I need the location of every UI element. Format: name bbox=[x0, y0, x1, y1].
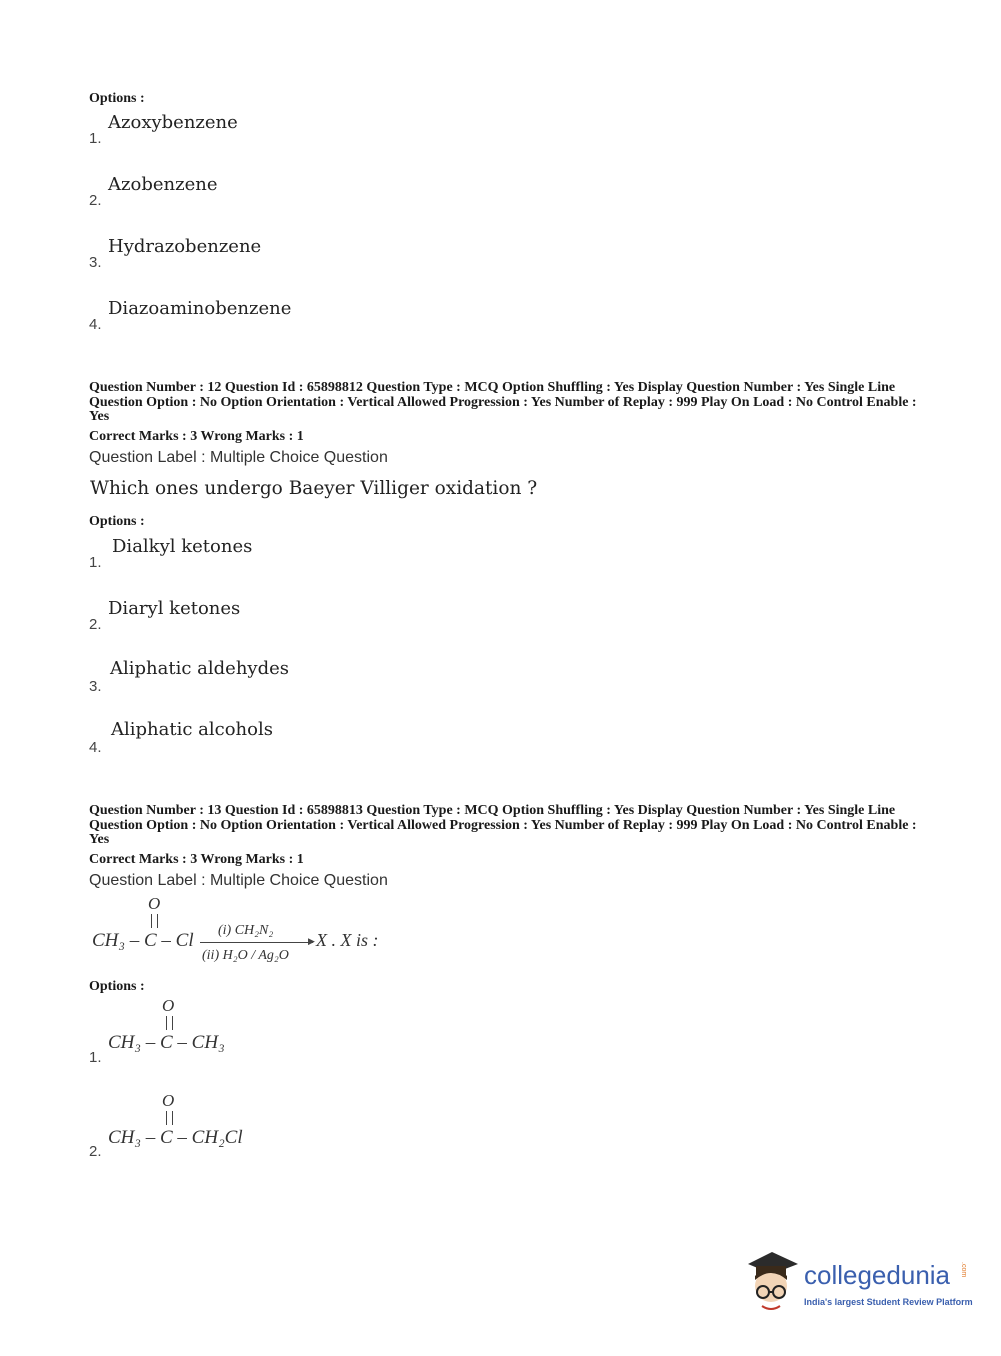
carbonyl-oxygen: O bbox=[162, 996, 175, 1015]
option-number: 4. bbox=[89, 316, 102, 333]
logo-domain-suffix: .com bbox=[960, 1262, 967, 1278]
reagent-step-2: (ii) H₂O / Ag₂O bbox=[202, 948, 289, 963]
question-label: Question Label : Multiple Choice Question bbox=[89, 449, 388, 466]
reaction-scheme bbox=[88, 890, 408, 970]
option-text: Aliphatic aldehydes bbox=[110, 658, 289, 679]
option-text: Diazoaminobenzene bbox=[108, 298, 292, 319]
arrow-head-icon: ▶ bbox=[308, 937, 315, 947]
option-number: 2. bbox=[89, 616, 102, 633]
double-bond bbox=[166, 1111, 173, 1125]
question-marks: Correct Marks : 3 Wrong Marks : 1 bbox=[89, 429, 304, 444]
mascot-icon bbox=[742, 1250, 802, 1314]
double-bond bbox=[151, 914, 158, 928]
reagent-step-1: (i) CH₂N₂ bbox=[218, 923, 274, 938]
reaction-arrow bbox=[200, 942, 313, 943]
option-number: 3. bbox=[89, 254, 102, 271]
option-number: 1. bbox=[89, 554, 102, 571]
option-structure bbox=[106, 1091, 286, 1161]
option-number: 4. bbox=[89, 739, 102, 756]
question-label: Question Label : Multiple Choice Question bbox=[89, 872, 388, 889]
logo-wordmark: collegedunia bbox=[804, 1260, 951, 1290]
logo-tagline: India's largest Student Review Platform bbox=[804, 1297, 973, 1307]
option-number: 1. bbox=[89, 130, 102, 147]
options-heading: Options : bbox=[89, 91, 145, 106]
option-text: Dialkyl ketones bbox=[112, 536, 253, 557]
option-formula: CH₃ – C – CH₃ bbox=[108, 1032, 225, 1053]
option-text: Hydrazobenzene bbox=[108, 236, 262, 257]
option-text: Aliphatic alcohols bbox=[111, 719, 273, 740]
option-number: 1. bbox=[89, 1049, 102, 1066]
question-meta: Question Number : 12 Question Id : 65898812 Question Type : MCQ Option Shuffling : Yes Display Question Number : Yes Single Line Question Option : No Option Orientation : Vertical Allowed Progression : Yes Number of Replay : 999 Play On Load : No Control Enable : Yes bbox=[89, 380, 917, 424]
options-heading: Options : bbox=[89, 514, 145, 529]
carbonyl-oxygen: O bbox=[148, 894, 161, 913]
options-heading: Options : bbox=[89, 979, 145, 994]
reactant-formula: CH₃ – C – Cl bbox=[92, 930, 194, 951]
question-marks: Correct Marks : 3 Wrong Marks : 1 bbox=[89, 852, 304, 867]
option-formula: CH₃ – C – CH₂Cl bbox=[108, 1127, 243, 1148]
reaction-product: X . X is : bbox=[316, 930, 379, 950]
option-structure bbox=[106, 996, 266, 1066]
option-number: 3. bbox=[89, 678, 102, 695]
option-text: Diaryl ketones bbox=[108, 598, 241, 619]
option-number: 2. bbox=[89, 192, 102, 209]
carbonyl-oxygen: O bbox=[162, 1091, 175, 1110]
option-text: Azoxybenzene bbox=[108, 112, 238, 133]
collegedunia-logo bbox=[742, 1250, 972, 1316]
option-text: Azobenzene bbox=[108, 174, 218, 195]
question-meta: Question Number : 13 Question Id : 65898813 Question Type : MCQ Option Shuffling : Yes Display Question Number : Yes Single Line Question Option : No Option Orientation : Vertical Allowed Progression : Yes Number of Replay : 999 Play On Load : No Control Enable : Yes bbox=[89, 803, 917, 847]
double-bond bbox=[166, 1016, 173, 1030]
question-text: Which ones undergo Baeyer Villiger oxidation ? bbox=[90, 478, 538, 499]
option-number: 2. bbox=[89, 1143, 102, 1160]
